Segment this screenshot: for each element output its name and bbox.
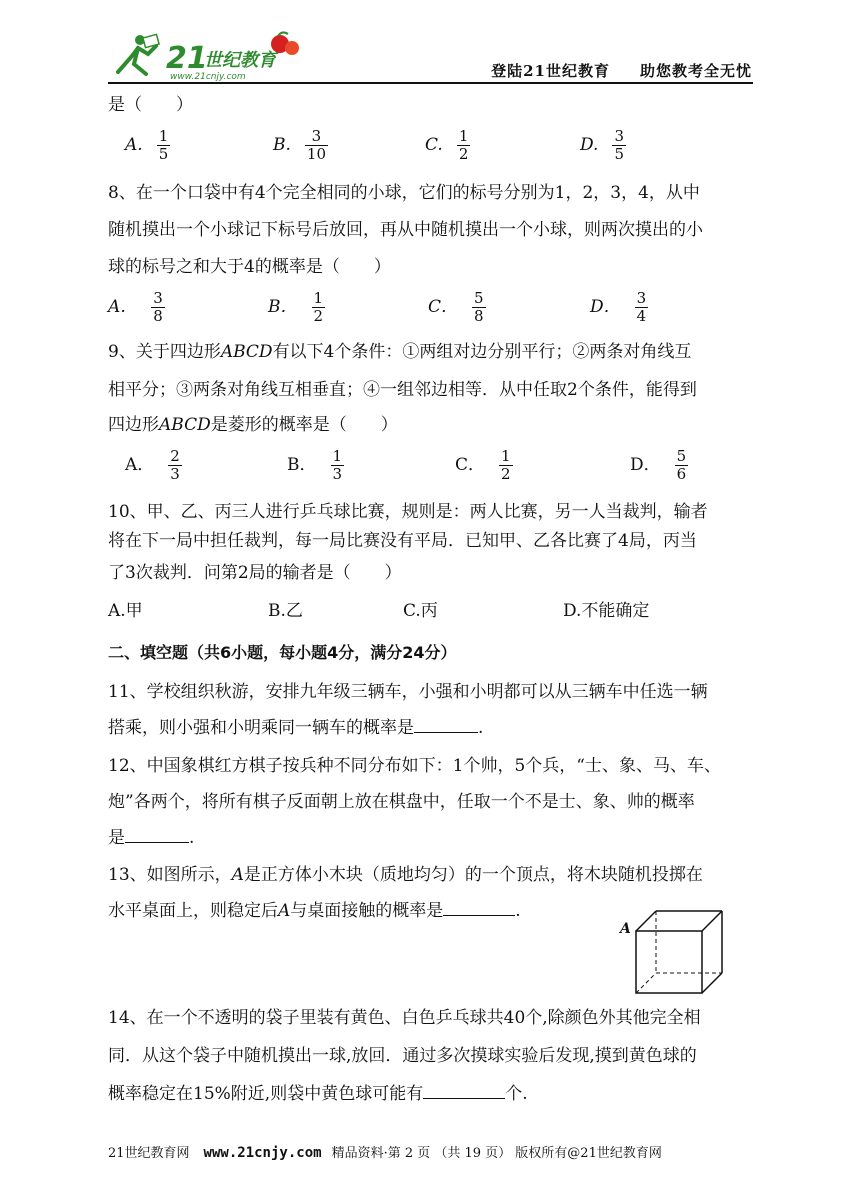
q8-option-d: D． $\frac{3}{4}$ xyxy=(590,289,647,325)
header-login-text: 登陆21世纪教育 xyxy=(491,62,610,80)
svg-text:世纪教育: 世纪教育 xyxy=(204,50,276,71)
q9-option-b: B． $\frac{1}{3}$ xyxy=(287,447,343,483)
svg-text:21: 21 xyxy=(166,41,208,76)
option-d: D. $\frac{3}{5}$ xyxy=(580,127,624,163)
q10-option-b: B.乙 xyxy=(268,601,303,621)
q9-line-1: 9、关于四边形ABCD有以下4个条件：①两组对边分别平行；②两条对角线互 xyxy=(108,342,692,362)
q8-option-c: C． $\frac{5}{8}$ xyxy=(428,289,484,325)
answer-blank xyxy=(414,716,478,733)
q11-line-1: 11、学校组织秋游，安排九年级三辆车，小强和小明都可以从三辆车中任选一辆 xyxy=(108,682,708,702)
q8-line-3: 球的标号之和大于4的概率是（ ） xyxy=(108,257,391,277)
q10-line-1: 10、甲、乙、丙三人进行乒乓球比赛，规则是：两人比赛，另一人当裁判，输者 xyxy=(108,502,708,522)
option-b: B. $\frac{3}{10}$ xyxy=(273,127,326,163)
q8-option-a: A． $\frac{3}{8}$ xyxy=(108,289,163,325)
q14-line-2: 同．从这个袋子中随机摸出一球,放回．通过多次摸球实验后发现,摸到黄色球的 xyxy=(108,1046,697,1066)
q11-line-2: 搭乘，则小强和小明乘同一辆车的概率是 . xyxy=(108,718,484,738)
section-title-fill-blank: 二、填空题（共6小题，每小题4分，满分24分） xyxy=(108,643,457,662)
header-slogan xyxy=(461,60,752,81)
q12-line-2: 炮”各两个，将所有棋子反面朝上放在棋盘中，任取一个不是士、象、帅的概率 xyxy=(108,792,695,812)
q13-line-2: 水平桌面上，则稳定后A与桌面接触的概率是 . xyxy=(108,901,521,921)
q14-line-1: 14、在一个不透明的袋子里装有黄色、白色乒乓球共40个,除颜色外其他完全相 xyxy=(108,1008,701,1028)
q9-option-a: A． $\frac{2}{3}$ xyxy=(125,447,180,483)
q10-option-a: A.甲 xyxy=(108,601,143,621)
q10-option-d: D.不能确定 xyxy=(563,601,650,621)
footer-website-link[interactable]: www.21cnjy.com xyxy=(203,1145,322,1161)
answer-blank xyxy=(423,1082,505,1099)
footer-site-name: 21世纪教育网 xyxy=(108,1146,190,1161)
answer-blank xyxy=(443,899,515,916)
footer xyxy=(108,1142,662,1161)
q12-line-3: 是 . xyxy=(108,828,195,848)
q9-option-d: D． $\frac{5}{6}$ xyxy=(630,447,687,483)
answer-blank xyxy=(125,826,189,843)
prev-question-tail: 是（ ） xyxy=(108,95,193,115)
q8-option-b: B． $\frac{1}{2}$ xyxy=(268,289,324,325)
q8-line-2: 随机摸出一个小球记下标号后放回，再从中随机摸出一个小球，则两次摸出的小 xyxy=(108,220,703,240)
footer-page-info: 精品资料·第 2 页 （共 19 页） 版权所有@21世纪教育网 xyxy=(331,1146,662,1161)
option-c: C. $\frac{1}{2}$ xyxy=(425,127,469,163)
header-tagline: 助您教考全无忧 xyxy=(639,62,752,80)
cube-vertex-label: A xyxy=(620,921,631,937)
header-rule xyxy=(108,82,753,84)
q9-option-c: C． $\frac{1}{2}$ xyxy=(455,447,511,483)
site-logo xyxy=(108,30,308,82)
q8-line-1: 8、在一个口袋中有4个完全相同的小球，它们的标号分别为1，2，3，4，从中 xyxy=(108,183,700,203)
q12-line-1: 12、中国象棋红方棋子按兵种不同分布如下：1个帅，5个兵，“士、象、马、车、 xyxy=(108,756,721,776)
q13-line-1: 13、如图所示，A是正方体小木块（质地均匀）的一个顶点，将木块随机投掷在 xyxy=(108,865,703,885)
svg-text:www.21cnjy.com: www.21cnjy.com xyxy=(170,72,246,82)
q9-line-2: 相平分；③两条对角线互相垂直；④一组邻边相等．从中任取2个条件，能得到 xyxy=(108,380,697,400)
q10-line-3: 了3次裁判．问第2局的输者是（ ） xyxy=(108,563,402,583)
q9-line-3: 四边形ABCD是菱形的概率是（ ） xyxy=(108,415,398,435)
q10-option-c: C.丙 xyxy=(403,601,438,621)
cube-diagram xyxy=(618,905,728,997)
q10-line-2: 将在下一局中担任裁判，每一局比赛没有平局．已知甲、乙各比赛了4局，丙当 xyxy=(108,531,697,551)
option-a: A. $\frac{1}{5}$ xyxy=(125,127,169,163)
q14-line-3: 概率稳定在15%附近,则袋中黄色球可能有 个. xyxy=(108,1084,528,1104)
